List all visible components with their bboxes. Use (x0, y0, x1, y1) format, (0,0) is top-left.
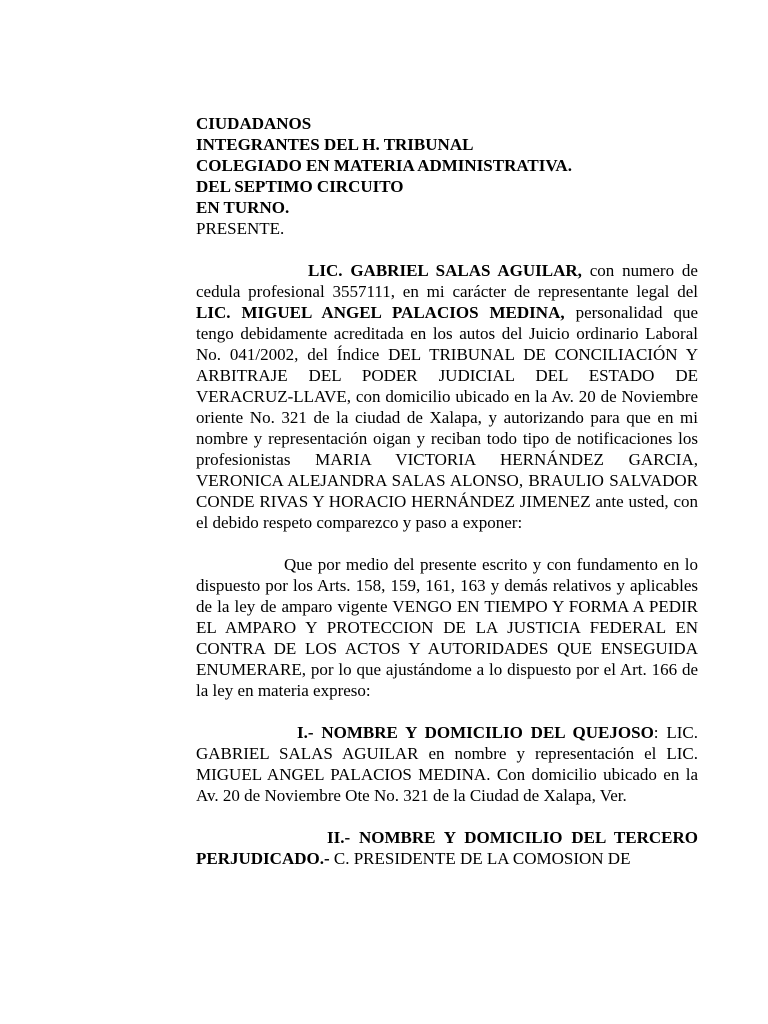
section-quejoso-heading: I.- NOMBRE Y DOMICILIO DEL QUEJOSO (297, 723, 654, 742)
introduction-paragraph (196, 260, 698, 533)
addressee-block (196, 113, 698, 239)
addressee-line: CIUDADANOS (196, 114, 312, 133)
intro-text-1: con numero de cedula profesional 3557111, en mi carácter de representante legal del (196, 261, 698, 301)
addressee-line: EN TURNO. (196, 198, 290, 217)
addressee-line: INTEGRANTES DEL H. TRIBUNAL (196, 135, 474, 154)
addressee-line: DEL SEPTIMO CIRCUITO (196, 177, 404, 196)
addressee-line: COLEGIADO EN MATERIA ADMINISTRATIVA. (196, 156, 572, 175)
section-tercero-text: C. PRESIDENTE DE LA COMOSION DE (329, 849, 631, 868)
petition-paragraph: Que por medio del presente escrito y con fundamento en lo dispuesto por los Arts. 158, 159, 161, 163 y demás relativos y aplicables de la ley de amparo vigente VENGO EN TIEMPO Y FORMA A PEDIR EL AMPARO Y PROTECCION DE LA JUSTICIA FEDERAL EN CONTRA DE LOS ACTOS Y AUTORIDADES QUE ENSEGUIDA ENUMERARE, por lo que ajustándome a lo dispuesto por el Art. 166 de la ley en materia expreso: (196, 555, 698, 700)
attorney-name: LIC. GABRIEL SALAS AGUILAR, (308, 261, 582, 280)
presente-line: PRESENTE. (196, 219, 285, 238)
section-tercero (196, 827, 698, 869)
section-quejoso-text: : LIC. GABRIEL SALAS AGUILAR en nombre y representación el LIC. MIGUEL ANGEL PALACIOS MEDINA. Con domicilio ubicado en la Av. 20 de Noviembre Ote No. 321 de la Ciudad de Xalapa, Ver. (196, 723, 699, 805)
section-quejoso (196, 722, 698, 806)
intro-text-2: personalidad que tengo debidamente acreditada en los autos del Juicio ordinario Laboral No. 041/2002, del Índice DEL TRIBUNAL DE CONCILIACIÓN Y ARBITRAJE DEL PODER JUDICIAL DEL ESTADO DE VERACRUZ-LLAVE, con domicilio ubicado en la Av. 20 de Noviembre oriente No. 321 de la ciudad de Xalapa, y autorizando para que en mi nombre y representación oigan y reciban todo tipo de notificaciones los profesionistas MARIA VICTORIA HERNÁNDEZ GARCIA, VERONICA ALEJANDRA SALAS ALONSO, BRAULIO SALVADOR CONDE RIVAS Y HORACIO HERNÁNDEZ JIMENEZ ante usted, con el debido respeto comparezco y paso a exponer: (196, 303, 698, 532)
document-body (196, 113, 698, 869)
client-name: LIC. MIGUEL ANGEL PALACIOS MEDINA, (196, 303, 565, 322)
section-tercero-heading: II.- NOMBRE Y DOMICILIO DEL TERCERO PERJUDICADO.- (196, 828, 698, 868)
